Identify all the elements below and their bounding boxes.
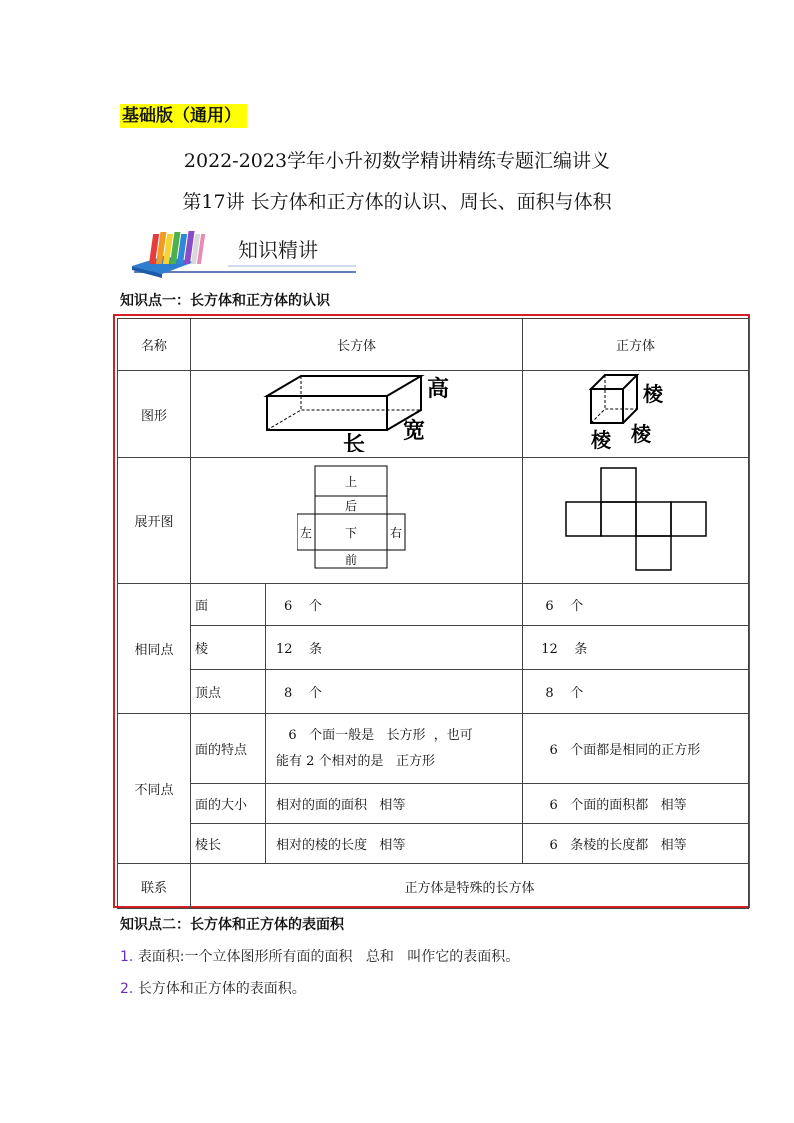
- net-right: 右: [389, 525, 402, 540]
- cube-edge-label-left: 棱: [590, 428, 611, 452]
- cube-figure: [523, 371, 749, 458]
- diff-cube-edge: 6 条棱的长度都 相等: [523, 824, 749, 864]
- net-front: 前: [344, 552, 357, 567]
- same-attr-vertices: 顶点: [191, 670, 266, 714]
- cuboid-drawing-icon: [257, 372, 457, 452]
- cuboid-figure: [191, 371, 523, 458]
- header-cuboid: 长方体: [191, 319, 523, 371]
- cube-drawing-icon: [581, 371, 691, 453]
- diff-cube-faces: 6 个面都是相同的正方形: [523, 714, 749, 784]
- net-left: 左: [299, 525, 312, 540]
- section-heading: 知识点一：长方体和正方体的认识: [120, 293, 330, 309]
- same-attr-edges: 棱: [191, 626, 266, 670]
- diff-attr-faces: 面的特点: [191, 714, 266, 784]
- relation-label: 联系: [118, 864, 191, 909]
- same-cube-faces: 6 个: [523, 584, 749, 626]
- cube-edge-label-right: 棱: [642, 382, 663, 406]
- figure-label: 图形: [118, 371, 191, 458]
- same-label: 相同点: [118, 584, 191, 714]
- document-title: 2022-2023学年小升初数学精讲精练专题汇编讲义: [183, 150, 611, 172]
- point-2: 2. 长方体和正方体的表面积。: [120, 981, 306, 997]
- knowledge-table: [117, 318, 749, 909]
- same-cube-vertices: 8 个: [523, 670, 749, 714]
- net-label: 展开图: [118, 458, 191, 584]
- diff-cuboid-faces: 6 个面一般是 长方形 ，也可 能有 2 个相对的是 正方形: [266, 714, 523, 784]
- same-cube-edges: 12 条: [523, 626, 749, 670]
- cuboid-net: [191, 458, 523, 584]
- net-bottom: 下: [344, 525, 357, 540]
- net-top: 上: [344, 474, 357, 489]
- diff-cuboid-area: 相对的面的面积 相等: [266, 784, 523, 824]
- same-cuboid-edges: 12 条: [266, 626, 523, 670]
- banner-label: 知识精讲: [238, 238, 318, 262]
- cube-net-drawing-icon: [561, 464, 711, 574]
- diff-label: 不同点: [118, 714, 191, 864]
- diff-attr-edge: 棱长: [191, 824, 266, 864]
- edition-label: 基础版（通用）: [120, 104, 247, 128]
- cuboid-net-drawing-icon: [297, 464, 417, 574]
- lecture-title: 第17讲 长方体和正方体的认识、周长、面积与体积: [182, 191, 612, 213]
- header-name: 名称: [118, 319, 191, 371]
- relation-text: 正方体是特殊的长方体: [191, 864, 749, 909]
- same-cuboid-faces: 6 个: [266, 584, 523, 626]
- cube-net: [523, 458, 749, 584]
- width-label: 宽: [402, 418, 425, 444]
- diff-attr-area: 面的大小: [191, 784, 266, 824]
- same-cuboid-vertices: 8 个: [266, 670, 523, 714]
- cube-edge-label-lower: 棱: [630, 422, 651, 446]
- height-label: 高: [426, 376, 449, 402]
- same-attr-faces: 面: [191, 584, 266, 626]
- net-back: 后: [344, 498, 357, 513]
- diff-cuboid-edge: 相对的棱的长度 相等: [266, 824, 523, 864]
- diff-cube-area: 6 个面的面积都 相等: [523, 784, 749, 824]
- header-cube: 正方体: [523, 319, 749, 371]
- section2-heading: 知识点二：长方体和正方体的表面积: [120, 917, 344, 933]
- length-label: 长: [342, 432, 365, 452]
- point-1: 1. 表面积:一个立体图形所有面的面积 总和 叫作它的表面积。: [120, 949, 520, 965]
